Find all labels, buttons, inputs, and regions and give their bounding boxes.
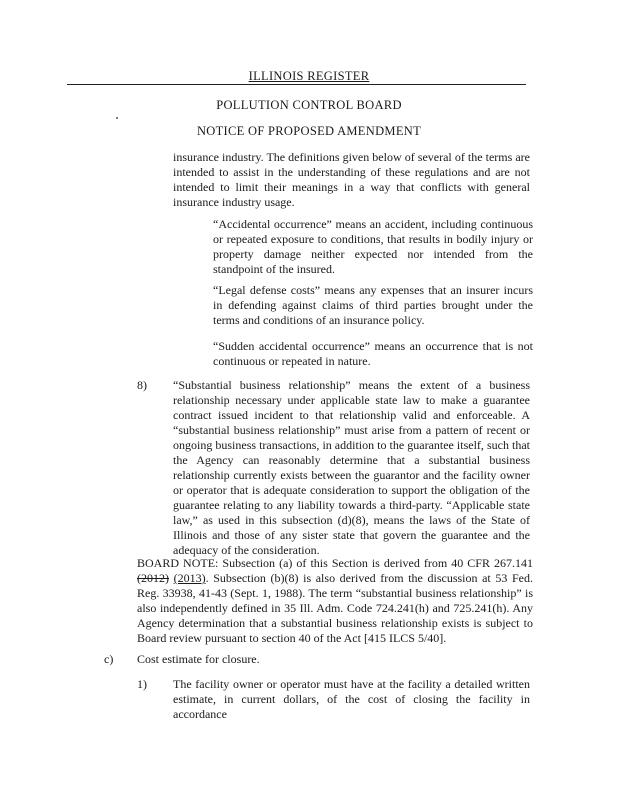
board-note-rest: . Subsection (b)(8) is also derived from the discussion at 53 Fed. Reg. 33938, 41-43 (Sept. 1, 1988). The term “substantial business relationship” is also independently defined in 35 Ill. Adm. Code 724.241(h) and 725.241(h). Any Agency determination that a substantial business relationship exists is subject to Board review pursuant to section 40 of the Act [415 ILCS 5/40]. xyxy=(137,571,534,645)
deleted-citation-year: (2012) xyxy=(137,571,169,585)
notice-title: NOTICE OF PROPOSED AMENDMENT xyxy=(196,124,422,138)
register-title xyxy=(0,69,618,84)
board-note xyxy=(137,556,533,646)
subsection-c-label: c) xyxy=(104,652,114,666)
item-1-paragraph: The facility owner or operator must have at the facility a detailed written estimate, in current dollars, of the cost of closing the facility in accordance xyxy=(173,677,530,721)
item-8-paragraph: “Substantial business relationship” means the extent of a business relationship necessary under applicable state law to make a guarantee contract issued incident to that relationship valid and enforceable. A “substantial business relationship” must arise from a pattern of recent or ongoing business transactions, in addition to the guarantee itself, such that the Agency can reasonably determine that a substantial business relationship currently exists between the guarantor and the facility owner or operator that is adequate consideration to support the obligation of the guarantee relating to any liability towards a third-party. “Applicable state law,” as used in this subsection (d)(8), means the laws of the State of Illinois and those of any sister state that govern the guarantee and the adequacy of the consideration. xyxy=(173,378,530,557)
board-title: POLLUTION CONTROL BOARD xyxy=(216,98,402,112)
header-rule xyxy=(67,84,526,85)
item-1-label: 1) xyxy=(137,677,147,691)
definition-sudden-accidental-occurrence: “Sudden accidental occurrence” means an occurrence that is not continuous or repeated in nature. xyxy=(213,339,533,368)
register-title-text: ILLINOIS REGISTER xyxy=(248,69,370,83)
board-note-lead: BOARD NOTE: Subsection (a) of this Section is derived from 40 CFR 267.141 xyxy=(137,556,533,570)
inserted-citation-year: (2013) xyxy=(173,571,206,585)
intro-paragraph: insurance industry. The definitions given below of several of the terms are intended to assist in the understanding of these regulations and are not intended to limit their meanings in a way that conflicts with general insurance industry usage. xyxy=(173,150,530,209)
item-8-label: 8) xyxy=(137,378,147,392)
definition-accidental-occurrence: “Accidental occurrence” means an accident, including continuous or repeated exposure to conditions, that results in bodily injury or property damage neither expected nor intended from the standpoint of the insured. xyxy=(213,217,533,276)
scan-speck xyxy=(116,117,118,119)
subsection-c-heading: Cost estimate for closure. xyxy=(137,652,260,666)
definition-legal-defense-costs: “Legal defense costs” means any expenses that an insurer incurs in defending against claims of third parties brought under the terms and conditions of an insurance policy. xyxy=(213,283,533,327)
